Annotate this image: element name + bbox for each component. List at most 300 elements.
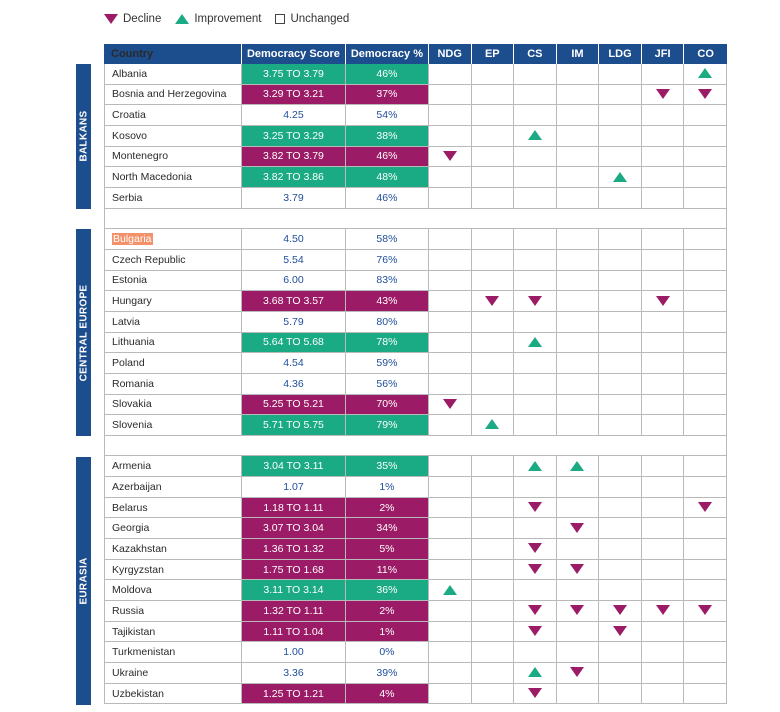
indicator-cell-ep [472,229,515,249]
indicator-cell-im [557,147,600,167]
democracy-score-cell: 5.71 TO 5.75 [242,415,346,435]
indicator-cell-ndg [429,663,472,683]
table-row [104,147,727,168]
indicator-cell-cs [514,518,557,538]
indicator-cell-im [557,312,600,332]
indicator-cell-ldg [599,250,642,270]
indicator-cell-ldg [599,312,642,332]
indicator-cell-jfi [642,85,685,105]
indicator-cell-im [557,415,600,435]
indicator-cell-jfi [642,291,685,311]
decline-icon [528,502,542,513]
indicator-cell-ndg [429,374,472,394]
indicator-cell-ep [472,395,515,415]
country-cell [104,126,242,146]
decline-icon [698,605,712,616]
indicator-cell-jfi [642,250,685,270]
indicator-cell-im [557,395,600,415]
decline-icon [570,564,584,575]
indicator-cell-ldg [599,580,642,600]
group-separator-row [104,209,727,230]
indicator-cell-cs [514,498,557,518]
country-name: Poland [112,357,145,370]
decline-icon [443,151,457,162]
indicator-cell-im [557,250,600,270]
header-jfi: JFI [642,44,685,64]
legend [104,11,363,27]
indicator-cell-jfi [642,64,685,84]
indicator-cell-jfi [642,498,685,518]
legend-label: Unchanged [290,13,350,25]
democracy-score-cell: 3.25 TO 3.29 [242,126,346,146]
indicator-cell-co [684,539,727,559]
indicator-cell-cs [514,250,557,270]
indicator-cell-cs [514,642,557,662]
country-name: Kosovo [112,129,148,142]
indicator-cell-im [557,105,600,125]
indicator-cell-cs [514,291,557,311]
indicator-cell-ldg [599,188,642,208]
region-label [76,64,91,209]
country-cell [104,498,242,518]
democracy-pct-cell: 56% [346,374,429,394]
indicator-cell-ep [472,188,515,208]
indicator-cell-co [684,147,727,167]
decline-icon [104,14,118,25]
democracy-score-cell: 3.36 [242,663,346,683]
table-row [104,601,727,622]
indicator-cell-jfi [642,105,685,125]
democracy-score-cell: 1.36 TO 1.32 [242,539,346,559]
indicator-cell-ndg [429,64,472,84]
indicator-cell-im [557,498,600,518]
indicator-cell-cs [514,147,557,167]
indicator-cell-co [684,415,727,435]
country-cell [104,415,242,435]
democracy-score-cell: 1.18 TO 1.11 [242,498,346,518]
table-row [104,291,727,312]
table-row [104,477,727,498]
democracy-pct-cell: 35% [346,456,429,476]
indicator-cell-co [684,642,727,662]
improvement-icon [528,130,542,141]
legend-item-improvement [175,13,261,25]
indicator-cell-ndg [429,126,472,146]
indicator-cell-ldg [599,105,642,125]
democracy-pct-cell: 79% [346,415,429,435]
indicator-cell-co [684,188,727,208]
country-cell [104,85,242,105]
indicator-cell-co [684,64,727,84]
country-cell [104,312,242,332]
democracy-pct-cell: 83% [346,271,429,291]
table-row [104,580,727,601]
table-row [104,663,727,684]
democracy-score-cell: 3.04 TO 3.11 [242,456,346,476]
indicator-cell-ndg [429,518,472,538]
country-name: Uzbekistan [112,687,164,700]
legend-label: Improvement [194,13,262,25]
democracy-pct-cell: 54% [346,105,429,125]
democracy-score-cell: 1.00 [242,642,346,662]
indicator-cell-jfi [642,374,685,394]
unchanged-icon [275,14,285,24]
indicator-cell-cs [514,622,557,642]
country-cell [104,642,242,662]
democracy-score-cell: 3.07 TO 3.04 [242,518,346,538]
table-row [104,353,727,374]
indicator-cell-co [684,663,727,683]
improvement-icon [528,461,542,472]
indicator-cell-ep [472,560,515,580]
country-name: Azerbaijan [112,480,162,493]
indicator-cell-im [557,229,600,249]
indicator-cell-ldg [599,395,642,415]
indicator-cell-ldg [599,518,642,538]
indicator-cell-co [684,560,727,580]
indicator-cell-ndg [429,622,472,642]
indicator-cell-ep [472,642,515,662]
indicator-cell-ldg [599,126,642,146]
indicator-cell-jfi [642,333,685,353]
indicator-cell-im [557,271,600,291]
democracy-pct-cell: 2% [346,601,429,621]
indicator-cell-jfi [642,312,685,332]
democracy-pct-cell: 43% [346,291,429,311]
democracy-pct-cell: 46% [346,147,429,167]
country-name: Ukraine [112,666,149,679]
country-name: Belarus [112,501,148,514]
group-separator-row [104,436,727,457]
indicator-cell-ndg [429,395,472,415]
indicator-cell-ldg [599,353,642,373]
indicator-cell-jfi [642,560,685,580]
indicator-cell-ep [472,415,515,435]
indicator-cell-co [684,374,727,394]
indicator-cell-ndg [429,291,472,311]
header-im: IM [557,44,600,64]
democracy-score-cell: 3.11 TO 3.14 [242,580,346,600]
country-cell [104,684,242,704]
indicator-cell-ndg [429,167,472,187]
country-name: Serbia [112,191,143,204]
indicator-cell-ep [472,85,515,105]
improvement-icon [485,419,499,430]
democracy-score-cell: 5.25 TO 5.21 [242,395,346,415]
decline-icon [528,564,542,575]
indicator-cell-cs [514,271,557,291]
indicator-cell-cs [514,477,557,497]
table-row [104,105,727,126]
table-row [104,188,727,209]
country-cell [104,622,242,642]
indicator-cell-ndg [429,684,472,704]
indicator-cell-cs [514,395,557,415]
indicator-cell-ep [472,518,515,538]
indicator-cell-im [557,333,600,353]
table-header-row [104,44,727,64]
indicator-cell-im [557,291,600,311]
indicator-cell-ep [472,312,515,332]
indicator-cell-cs [514,539,557,559]
indicator-cell-im [557,663,600,683]
country-name: Croatia [112,109,146,122]
indicator-cell-jfi [642,147,685,167]
indicator-cell-ep [472,622,515,642]
indicator-cell-co [684,333,727,353]
indicator-cell-cs [514,85,557,105]
indicator-cell-cs [514,105,557,125]
table-row [104,642,727,663]
indicator-cell-co [684,684,727,704]
indicator-cell-ndg [429,477,472,497]
democracy-pct-cell: 59% [346,353,429,373]
indicator-cell-ldg [599,601,642,621]
indicator-cell-ldg [599,684,642,704]
indicator-cell-ldg [599,415,642,435]
decline-icon [656,296,670,307]
indicator-cell-ep [472,456,515,476]
decline-icon [528,543,542,554]
country-cell [104,105,242,125]
country-cell [104,477,242,497]
indicator-cell-co [684,601,727,621]
country-name: Kyrgyzstan [112,563,164,576]
indicator-cell-ep [472,250,515,270]
democracy-pct-cell: 1% [346,622,429,642]
indicator-cell-ndg [429,539,472,559]
democracy-score-cell: 3.79 [242,188,346,208]
indicator-cell-ldg [599,167,642,187]
country-cell [104,250,242,270]
country-cell [104,333,242,353]
improvement-icon [613,172,627,183]
indicator-cell-cs [514,560,557,580]
indicator-cell-im [557,456,600,476]
democracy-pct-cell: 48% [346,167,429,187]
indicator-cell-im [557,539,600,559]
header-ldg: LDG [599,44,642,64]
indicator-cell-ep [472,580,515,600]
country-name: Slovakia [112,398,152,411]
democracy-pct-cell: 80% [346,312,429,332]
democracy-score-cell: 3.29 TO 3.21 [242,85,346,105]
democracy-table [104,44,727,704]
indicator-cell-co [684,291,727,311]
improvement-icon [175,14,189,25]
indicator-cell-cs [514,684,557,704]
table-row [104,250,727,271]
indicator-cell-ep [472,105,515,125]
democracy-pct-cell: 46% [346,64,429,84]
improvement-icon [698,68,712,79]
table-row [104,395,727,416]
indicator-cell-im [557,642,600,662]
indicator-cell-ndg [429,333,472,353]
table-row [104,539,727,560]
indicator-cell-cs [514,663,557,683]
indicator-cell-im [557,126,600,146]
country-cell [104,147,242,167]
indicator-cell-ndg [429,415,472,435]
indicator-cell-ep [472,333,515,353]
country-cell [104,395,242,415]
indicator-cell-cs [514,167,557,187]
table-row [104,271,727,292]
indicator-cell-ep [472,663,515,683]
region-label [76,457,91,705]
country-cell [104,374,242,394]
country-name: Tajikistan [112,625,156,638]
democracy-score-cell: 4.36 [242,374,346,394]
democracy-score-cell: 5.79 [242,312,346,332]
indicator-cell-ldg [599,333,642,353]
country-cell [104,353,242,373]
header-country: Country [104,44,242,64]
indicator-cell-ep [472,477,515,497]
indicator-cell-co [684,250,727,270]
country-name: Armenia [112,460,152,473]
indicator-cell-cs [514,126,557,146]
democracy-pct-cell: 78% [346,333,429,353]
democracy-pct-cell: 39% [346,663,429,683]
indicator-cell-co [684,518,727,538]
indicator-cell-ep [472,498,515,518]
indicator-cell-jfi [642,395,685,415]
indicator-cell-ldg [599,477,642,497]
table-body [104,64,727,704]
indicator-cell-ndg [429,580,472,600]
indicator-cell-cs [514,229,557,249]
decline-icon [570,523,584,534]
democracy-score-cell: 1.75 TO 1.68 [242,560,346,580]
indicator-cell-ldg [599,642,642,662]
region-label [76,229,91,436]
indicator-cell-cs [514,333,557,353]
header-ep: EP [472,44,515,64]
indicator-cell-ep [472,539,515,559]
indicator-cell-jfi [642,663,685,683]
country-name: Romania [112,377,155,390]
indicator-cell-ldg [599,560,642,580]
indicator-cell-ldg [599,64,642,84]
table-row [104,333,727,354]
country-name: Kazakhstan [112,542,167,555]
country-cell [104,580,242,600]
indicator-cell-ep [472,167,515,187]
region-name: CENTRAL EUROPE [78,284,89,382]
decline-icon [613,605,627,616]
indicator-cell-ldg [599,456,642,476]
legend-item-decline [104,13,161,25]
country-cell [104,188,242,208]
decline-icon [570,667,584,678]
country-name: North Macedonia [112,171,192,184]
indicator-cell-ndg [429,312,472,332]
indicator-cell-ep [472,374,515,394]
improvement-icon [528,337,542,348]
indicator-cell-jfi [642,477,685,497]
table-row [104,64,727,85]
indicator-cell-jfi [642,271,685,291]
table-row [104,518,727,539]
table-row [104,167,727,188]
indicator-cell-jfi [642,456,685,476]
indicator-cell-jfi [642,188,685,208]
header-ndg: NDG [429,44,472,64]
indicator-cell-cs [514,188,557,208]
democracy-score-cell: 1.25 TO 1.21 [242,684,346,704]
country-name: Georgia [112,522,150,535]
table-row [104,312,727,333]
region-name: BALKANS [78,110,89,162]
country-name: Estonia [112,274,148,287]
democracy-pct-cell: 0% [346,642,429,662]
decline-icon [656,605,670,616]
democracy-pct-cell: 38% [346,126,429,146]
indicator-cell-ndg [429,229,472,249]
indicator-cell-im [557,477,600,497]
country-name: Bulgaria [113,233,152,246]
indicator-cell-ep [472,353,515,373]
indicator-cell-co [684,580,727,600]
country-cell [104,539,242,559]
indicator-cell-jfi [642,415,685,435]
improvement-icon [528,667,542,678]
democracy-pct-cell: 46% [346,188,429,208]
country-cell [104,456,242,476]
country-name: Bosnia and Herzegovina [112,88,227,101]
indicator-cell-co [684,85,727,105]
country-cell [104,663,242,683]
indicator-cell-co [684,456,727,476]
indicator-cell-im [557,188,600,208]
democracy-pct-cell: 11% [346,560,429,580]
indicator-cell-ndg [429,601,472,621]
indicator-cell-co [684,395,727,415]
indicator-cell-im [557,684,600,704]
decline-icon [656,89,670,100]
indicator-cell-ldg [599,663,642,683]
indicator-cell-ep [472,601,515,621]
indicator-cell-co [684,353,727,373]
democracy-score-cell: 4.25 [242,105,346,125]
indicator-cell-ep [472,291,515,311]
country-cell [104,167,242,187]
country-cell [104,518,242,538]
indicator-cell-jfi [642,229,685,249]
indicator-cell-co [684,105,727,125]
table-row [104,126,727,147]
table-row [104,415,727,436]
legend-item-unchanged [275,13,349,25]
indicator-cell-im [557,601,600,621]
indicator-cell-cs [514,456,557,476]
indicator-cell-cs [514,312,557,332]
indicator-cell-jfi [642,642,685,662]
democracy-score-cell: 5.64 TO 5.68 [242,333,346,353]
indicator-cell-ndg [429,147,472,167]
country-name: Lithuania [112,336,155,349]
indicator-cell-jfi [642,353,685,373]
democracy-score-cell: 1.32 TO 1.11 [242,601,346,621]
indicator-cell-co [684,312,727,332]
indicator-cell-ldg [599,147,642,167]
indicator-cell-jfi [642,167,685,187]
country-cell [104,560,242,580]
decline-icon [613,626,627,637]
indicator-cell-co [684,271,727,291]
